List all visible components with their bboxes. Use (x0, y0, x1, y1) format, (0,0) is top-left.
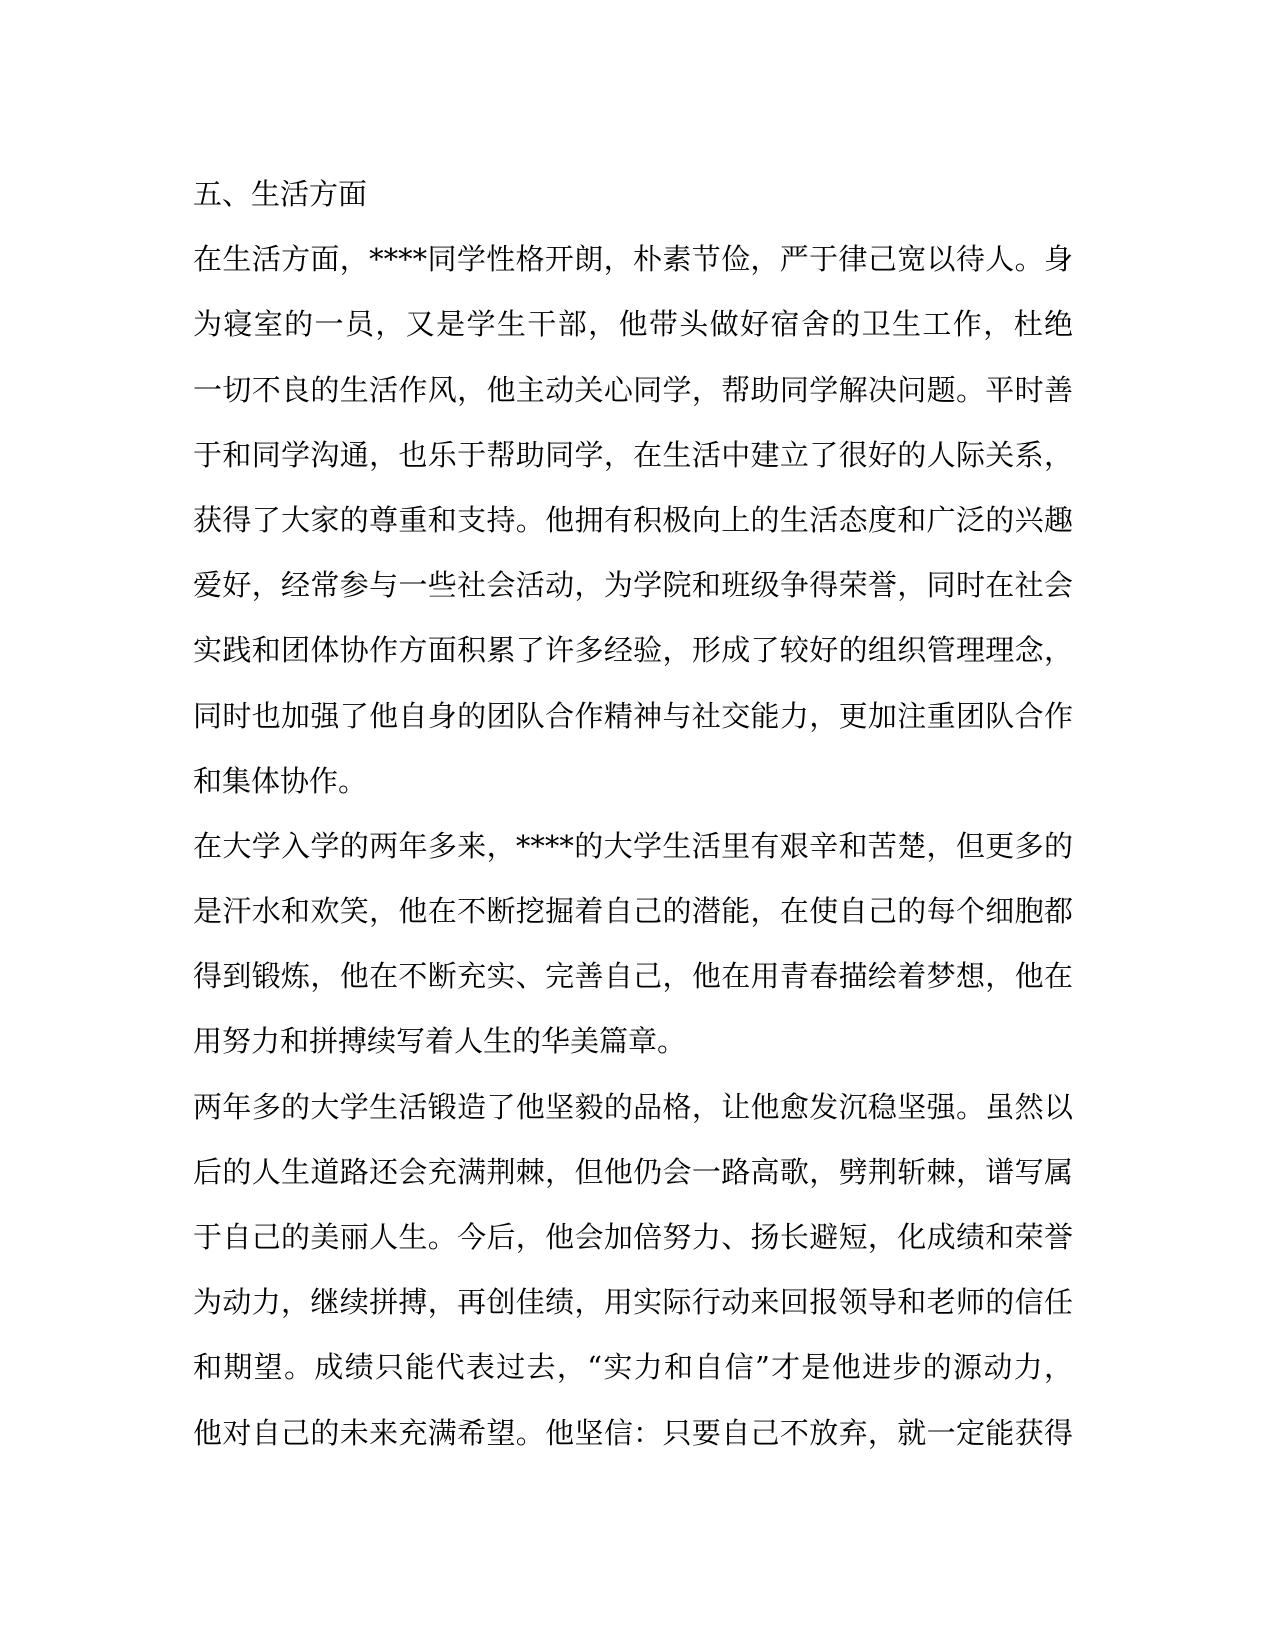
paragraph-line: 一切不良的生活作风，他主动关心同学，帮助同学解决问题。平时善 (193, 372, 1073, 407)
paragraph-line: 两年多的大学生活锻造了他坚毅的品格，让他愈发沉稳坚强。虽然以 (193, 1089, 1073, 1124)
paragraph-line: 和期望。成绩只能代表过去，“实力和自信”才是他进步的源动力， (193, 1350, 1073, 1385)
paragraph-line: 得到锻炼，他在不断充实、完善自己，他在用青春描绘着梦想，他在 (193, 959, 1073, 994)
paragraph-line: 实践和团体协作方面积累了许多经验，形成了较好的组织管理理念， (193, 633, 1073, 668)
paragraph-line: 用努力和拼搏续写着人生的华美篇章。 (193, 1024, 687, 1059)
paragraph-line: 后的人生道路还会充满荆棘，但他仍会一路高歌，劈荆斩棘，谱写属 (193, 1154, 1073, 1189)
paragraph-line: 在大学入学的两年多来，****的大学生活里有艰辛和苦楚，但更多的 (193, 828, 1073, 863)
document-body (193, 162, 1073, 1466)
section-heading: 五、生活方面 (193, 177, 368, 211)
paragraph-line: 为动力，继续拼搏，再创佳绩，用实际行动来回报领导和老师的信任 (193, 1285, 1073, 1320)
paragraph-line: 和集体协作。 (193, 763, 368, 798)
paragraph-line: 为寝室的一员，又是学生干部，他带头做好宿舍的卫生工作，杜绝 (193, 307, 1073, 342)
paragraph-line: 是汗水和欢笑，他在不断挖掘着自己的潜能，在使自己的每个细胞都 (193, 894, 1073, 929)
paragraph-line: 于和同学沟通，也乐于帮助同学，在生活中建立了很好的人际关系， (193, 437, 1073, 472)
paragraph-2 (193, 814, 1073, 1075)
paragraph-line: 他对自己的未来充满希望。他坚信：只要自己不放弃，就一定能获得 (193, 1415, 1073, 1450)
paragraph-line: 于自己的美丽人生。今后，他会加倍努力、扬长避短，化成绩和荣誉 (193, 1220, 1073, 1254)
paragraph-line: 同时也加强了他自身的团队合作精神与社交能力，更加注重团队合作 (193, 698, 1073, 733)
paragraph-line: 爱好，经常参与一些社会活动，为学院和班级争得荣誉，同时在社会 (193, 568, 1073, 603)
paragraph-1 (193, 227, 1073, 814)
paragraph-line: 获得了大家的尊重和支持。他拥有积极向上的生活态度和广泛的兴趣 (193, 502, 1073, 537)
paragraph-3 (193, 1075, 1073, 1466)
paragraph-line: 在生活方面，****同学性格开朗，朴素节俭，严于律己宽以待人。身 (193, 242, 1073, 277)
